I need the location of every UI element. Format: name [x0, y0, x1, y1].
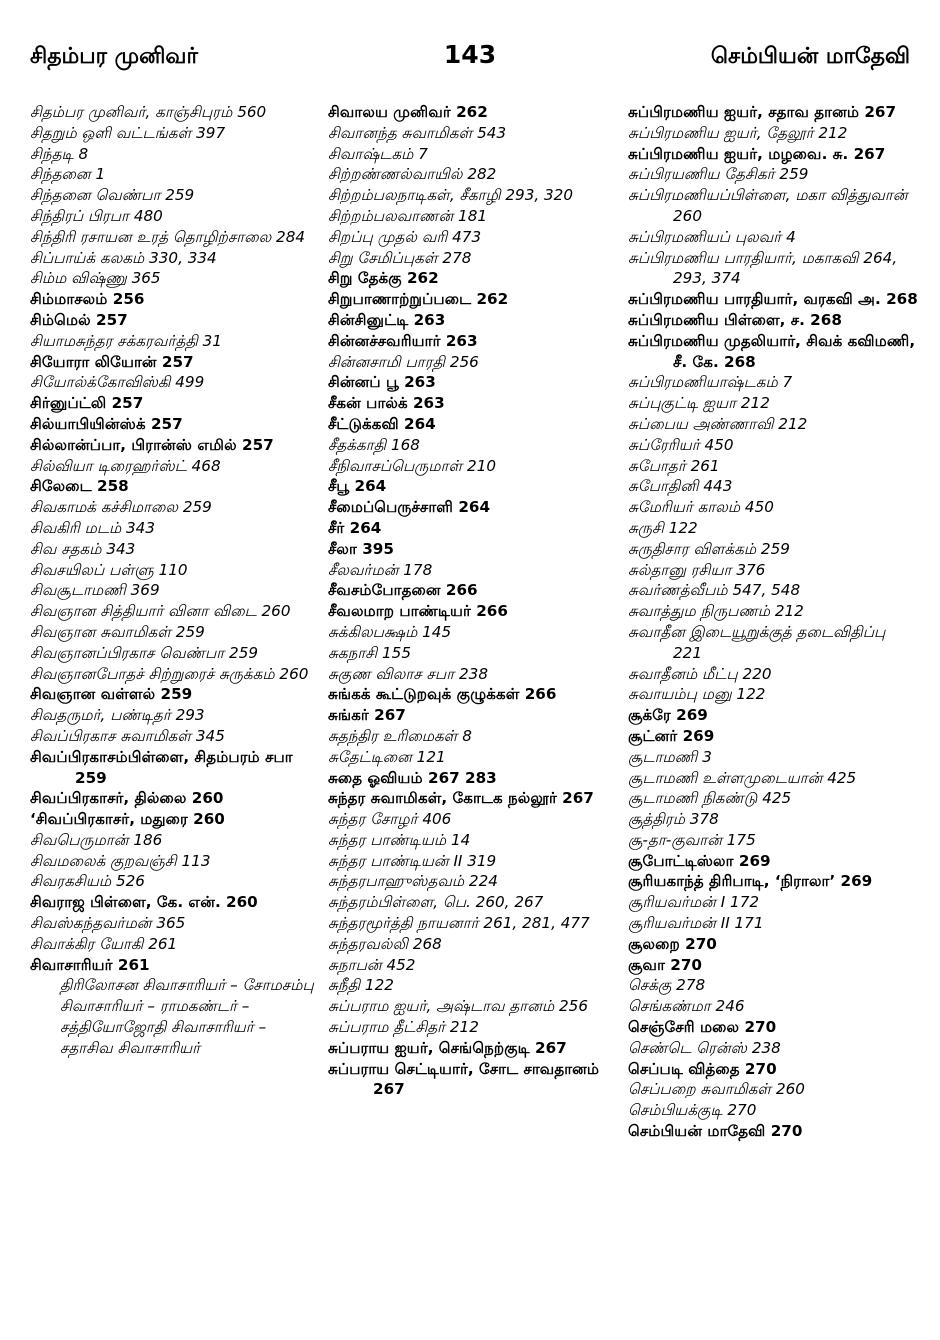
index-entry: ‘சிவப்பிரகாசர், மதுரை 260	[30, 810, 225, 829]
index-entry: சிவசயிலப் பள்ளு 110	[30, 560, 188, 579]
index-entry: சிவ சதகம் 343	[30, 539, 136, 558]
index-entry: சுந்தரம்பிள்ளை, பெ. 260, 267	[328, 893, 544, 912]
index-subentry: திரிலோசன சிவாசாரியர் – சோமசம்பு சிவாசாரியர் – ராமகண்டர் – சத்தியோஜோதி சிவாசாரியர் – சதாசிவ சிவாசாரியர்	[60, 976, 314, 1057]
index-entry: சூவா 270	[628, 955, 702, 974]
index-entry: சின்னசாமி பாரதி 256	[328, 352, 479, 371]
index-entry: சியாமசுந்தர சக்கரவர்த்தி 31	[30, 331, 222, 350]
index-entry: சுருசி 122	[628, 518, 698, 537]
index-entry: சிந்திரப் பிரபா 480	[30, 206, 163, 225]
index-entry: சிர்னுப்ட்லி 257	[30, 394, 144, 413]
index-entry: சுக்கிலபக்ஷம் 145	[328, 622, 452, 641]
index-entry: சிவாலய முனிவர் 262	[328, 103, 488, 121]
index-column-2	[328, 102, 618, 1100]
index-entry: சீலா 395	[328, 539, 394, 558]
index-entry: சுங்கர் 267	[328, 706, 406, 725]
index-entry: சிவஞானப்பிரகாச வெண்பா 259	[30, 643, 259, 662]
index-entry: சீட்டுக்கவி 264	[328, 414, 436, 433]
index-entry: சூக்ரே 269	[628, 706, 708, 725]
index-entry: சுந்தர பாண்டியம் 14	[328, 830, 471, 849]
index-entry: சுபோதர் 261	[628, 456, 720, 475]
index-entry: செம்பியக்குடி 270	[628, 1101, 757, 1120]
index-entry: சிவரகசியம் 526	[30, 872, 145, 891]
index-entry: சிவாக்கிர யோகி 261	[30, 934, 178, 953]
index-entry: சீகன் பால்க் 263	[328, 394, 445, 413]
index-entry: சுப்பராய ஐயர், செங்நெற்குடி 267	[328, 1038, 567, 1057]
index-entry: சூடாமணி நிகண்டு 425	[628, 789, 792, 808]
index-entry: சிவஞான சுவாமிகள் 259	[30, 622, 205, 641]
index-entry: சுப்பிரயணிய தேசிகர் 259	[628, 165, 809, 184]
index-entry: சிவமலைக் குறவஞ்சி 113	[30, 851, 211, 870]
index-entry: சுநீதி 122	[328, 976, 394, 995]
index-entry: சில்லான்ப்பா, பிரான்ஸ் எமில் 257	[30, 435, 274, 454]
page-number: 143	[443, 40, 497, 69]
index-entry: சீநிவாசப்பெருமாள் 210	[328, 456, 497, 475]
index-entry: சிறுபாணாற்றுப்படை 262	[328, 290, 509, 309]
index-entry: சுப்பராம தீட்சிதர் 212	[328, 1018, 479, 1037]
index-entry: சில்யாபியின்ஸ்க் 257	[30, 414, 183, 433]
index-entry: சிறப்பு முதல் வரி 473	[328, 227, 482, 246]
index-entry: சிவகாமக் கச்சிமாலை 259	[30, 498, 212, 517]
index-entry: செஞ்சேரி மலை 270	[628, 1018, 777, 1037]
index-entry: சூட்னர் 269	[628, 726, 715, 745]
index-entry: சுப்பிரமணியாஷ்டகம் 7	[628, 373, 793, 392]
index-entry: சூ-தா-குவான் 175	[628, 830, 756, 849]
index-entry: செண்டெ ரென்ஸ் 238	[628, 1038, 781, 1057]
index-entry: சீலவர்மன் 178	[328, 560, 433, 579]
index-entry: சீர் 264	[328, 518, 382, 537]
index-entry: சுதந்திர உரிமைகள் 8	[328, 726, 472, 745]
index-entry: சுப்பிரமணிய பாரதியார், மகாகவி 264, 293, 374	[628, 248, 898, 288]
index-column-1	[30, 102, 320, 1059]
index-entry: சியோரா லியோன் 257	[30, 352, 194, 371]
index-entry: சுந்தர சோழர் 406	[328, 810, 452, 829]
index-entry: சூபோட்டிஸ்லா 269	[628, 851, 771, 870]
index-entry: சிற்றண்ணல்வாயில் 282	[328, 165, 497, 184]
index-entry: சுகநாசி 155	[328, 643, 412, 662]
index-entry: சுங்கக் கூட்டுறவுக் குழுக்கள் 266	[328, 685, 557, 704]
index-entry: சுல்தானு ரசியா 376	[628, 560, 766, 579]
index-entry: சிந்தனை வெண்பா 259	[30, 186, 195, 205]
index-entry: சிவஞானபோதச் சிற்றுரைச் சுருக்கம் 260	[30, 664, 309, 683]
index-entry: சிவஞான சித்தியார் வினா விடை 260	[30, 602, 291, 621]
index-entry: சுப்புகுட்டி ஐயா 212	[628, 394, 770, 413]
index-entry: சுந்தர சுவாமிகள், கோடக நல்லூர் 267	[328, 789, 594, 808]
index-entry: சிற்றம்பலநாடிகள், சீகாழி 293, 320	[328, 186, 574, 205]
index-entry: சுநாபன் 452	[328, 955, 416, 974]
index-entry: சூரியவர்மன் I 172	[628, 893, 760, 912]
index-entry: சிவானந்த சுவாமிகள் 543	[328, 123, 507, 142]
index-entry: சிம்மாசலம் 256	[30, 290, 145, 309]
index-entry: சிவஸ்கந்தவர்மன் 365	[30, 914, 186, 933]
index-entry: சிவப்பிரகாசர், தில்லை 260	[30, 789, 224, 808]
index-entry: சுபோதினி 443	[628, 477, 733, 496]
index-entry: சுப்பிரமணியப் புலவர் 4	[628, 227, 796, 246]
index-entry: சுந்தரவல்லி 268	[328, 934, 442, 953]
index-entry: சீபூ 264	[328, 477, 387, 496]
index-entry: செம்பியன் மாதேவி 270	[628, 1122, 803, 1141]
index-entry: சுதேட்டினை 121	[328, 747, 446, 766]
index-entry: சிம்ம விஷ்ணு 365	[30, 269, 161, 288]
index-entry: சின்னச்சவரியார் 263	[328, 331, 478, 350]
index-entry: சில்வியா டிரைஹர்ஸ்ட் 468	[30, 456, 221, 475]
index-entry: சுவர்ணத்வீபம் 547, 548	[628, 581, 801, 600]
index-entry: சிவப்பிரகாச சுவாமிகள் 345	[30, 726, 225, 745]
index-entry: செப்பறை சுவாமிகள் 260	[628, 1080, 805, 1099]
index-entry: சின்னப் பூ 263	[328, 373, 436, 392]
index-entry: சுப்பராம ஐயர், அஷ்டாவ தானம் 256	[328, 997, 588, 1016]
index-entry: சியோல்க்கோவிஸ்கி 499	[30, 373, 205, 392]
index-entry: சிறு சேமிப்புகள் 278	[328, 248, 472, 267]
index-entry: சிவராஜ பிள்ளை, கே. என். 260	[30, 893, 258, 912]
index-entry: சுந்தரபாஹுஸ்தவம் 224	[328, 872, 498, 891]
index-entry: சுப்பிரமணிய பிள்ளை, ச. 268	[628, 310, 842, 329]
index-entry: சிறு தேக்கு 262	[328, 269, 439, 288]
index-entry: செக்கு 278	[628, 976, 706, 995]
index-entry: சிவஞான வள்ளல் 259	[30, 685, 193, 704]
index-column-3	[628, 102, 918, 1142]
index-entry: சூத்திரம் 378	[628, 810, 719, 829]
index-entry: சிதறும் ஒளி வட்டங்கள் 397	[30, 123, 226, 142]
index-entry: சிற்றம்பலவாணன் 181	[328, 206, 488, 225]
index-entry: சிவபெருமான் 186	[30, 830, 163, 849]
running-head-left: சிதம்பர முனிவர்	[30, 44, 198, 69]
index-entry: சுப்பிரமணிய முதலியார், சிவக் கவிமணி, சீ. கே. 268	[628, 331, 916, 371]
index-entry: சுவாதீனம் மீட்பு 220	[628, 664, 772, 683]
index-entry: செப்படி வித்தை 270	[628, 1059, 777, 1078]
index-entry: சீவலமாற பாண்டியர் 266	[328, 602, 508, 621]
index-entry: சுகுண விலாச சபா 238	[328, 664, 488, 683]
index-entry: சுமேரியர் காலம் 450	[628, 498, 774, 517]
running-head-right: செம்பியன் மாதேவி	[710, 44, 910, 69]
index-entry: சிவகிரி மடம் 343	[30, 518, 155, 537]
index-entry: சுதை ஓவியம் 267 283	[328, 768, 497, 787]
index-entry: சிதம்பர முனிவர், காஞ்சிபுரம் 560	[30, 103, 267, 121]
index-entry: சுப்ரேரியர் 450	[628, 435, 734, 454]
index-entry: சீதக்காதி 168	[328, 435, 420, 454]
index-entry: சின்சினுட்டி 263	[328, 310, 446, 329]
index-entry: சிந்திரி ரசாயன உரத் தொழிற்சாலை 284	[30, 227, 306, 246]
index-entry: சூரியகாந்த் திரிபாடி, ‘நிராலா’ 269	[628, 872, 873, 891]
index-entry: சுப்பைய அண்ணாவி 212	[628, 414, 808, 433]
index-entry: சுப்பிரமணிய பாரதியார், வரகவி அ. 268	[628, 290, 918, 309]
index-entry: சிப்பாய்க் கலகம் 330, 334	[30, 248, 217, 267]
index-entry: சுப்பிரமணிய ஐயர், சதாவ தானம் 267	[628, 103, 897, 121]
page-header	[0, 40, 940, 84]
index-entry: சூடாமணி 3	[628, 747, 712, 766]
index-entry: சுவாத்தும நிருபணம் 212	[628, 602, 804, 621]
index-entry: சிவாஷ்டகம் 7	[328, 144, 428, 163]
index-entry: சுப்பிரமணிய ஐயர், மழவை. சு. 267	[628, 144, 886, 163]
index-entry: சிந்தடி 8	[30, 144, 89, 163]
index-entry: சுவாதீன இடையூறுக்குத் தடைவிதிப்பு 221	[628, 622, 886, 662]
index-entry: சிவாசாரியர் 261	[30, 955, 150, 974]
index-entry: சுந்தர பாண்டியன் II 319	[328, 851, 497, 870]
index-entry: சிந்தனை 1	[30, 165, 106, 184]
index-entry: சூலறை 270	[628, 934, 717, 953]
index-entry: சிவதருமர், பண்டிதர் 293	[30, 706, 205, 725]
index-entry: சிம்மெல் 257	[30, 310, 128, 329]
index-entry: சூடாமணி உள்ளமுடையான் 425	[628, 768, 857, 787]
index-entry: சுவாயம்பு மனு 122	[628, 685, 766, 704]
index-entry: சீமைப்பெருச்சாளி 264	[328, 498, 491, 517]
index-entry: சிவப்பிரகாசம்பிள்ளை, சிதம்பரம் சபா 259	[30, 747, 293, 787]
index-entry: சுருதிசார விளக்கம் 259	[628, 539, 790, 558]
index-entry: சிலேடை 258	[30, 477, 129, 496]
index-entry: சிவசூடாமணி 369	[30, 581, 160, 600]
index-entry: செங்கண்மா 246	[628, 997, 745, 1016]
index-entry: சீவசம்போதனை 266	[328, 581, 478, 600]
index-entry: சுந்தரமூர்த்தி நாயனார் 261, 281, 477	[328, 914, 590, 933]
index-entry: சுப்பிரமணியப்பிள்ளை, மகா வித்துவான் 260	[628, 186, 908, 225]
index-entry: சுப்பராய செட்டியார், சோட சாவதானம் 267	[328, 1059, 600, 1099]
index-entry: சூரியவர்மன் II 171	[628, 914, 764, 933]
index-entry: சுப்பிரமணிய ஐயர், தேலூர் 212	[628, 123, 848, 142]
